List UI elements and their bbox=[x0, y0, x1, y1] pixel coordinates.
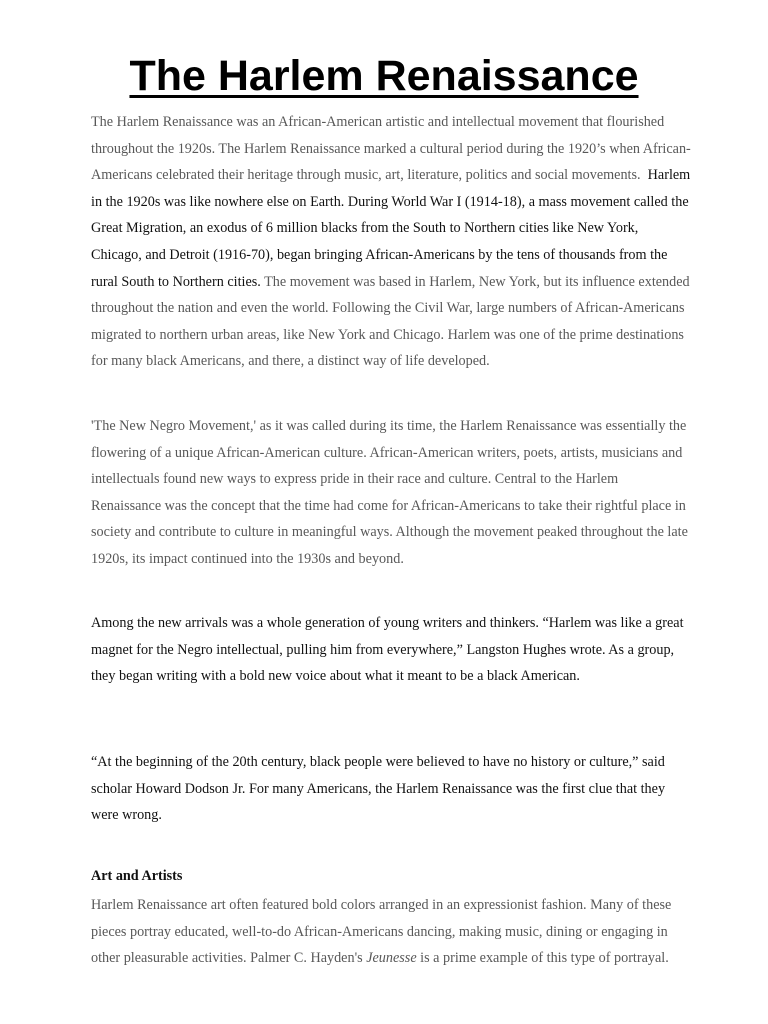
paragraph-intro-part1: The Harlem Renaissance was an African-American artistic and intellectual movement that flourished throughout the 1920s. The Harlem Renaissance marked a cultural period during the 1920’s when African-Americans celebrated their heritage through music, art, literature, politics and social movements. bbox=[91, 114, 691, 184]
paragraph-new-negro-movement: 'The New Negro Movement,' as it was called during its time, the Harlem Renaissance was essentially the flowering of a unique African-American culture. African-American writers, poets, artists, musicians and intellectuals found new ways to express pride in their race and culture. Central to the Harlem Renaissance was the concept that the time had come for African-Americans to take their rightful place in society and contribute to culture in meaningful ways. Although the movement peaked throughout the late 1920s, its impact continued into the 1930s and beyond. bbox=[91, 418, 688, 567]
paragraph-dodson-quote: “At the beginning of the 20th century, black people were believed to have no history or culture,” said scholar Howard Dodson Jr. For many Americans, the Harlem Renaissance was the first clue that they were wrong. bbox=[91, 754, 666, 824]
page-title bbox=[0, 48, 768, 104]
paragraph-art bbox=[91, 892, 691, 972]
paragraph-new-arrivals: Among the new arrivals was a whole generation of young writers and thinkers. “Harlem was like a great magnet for the Negro intellectual, pulling him from everywhere,” Langston Hughes wrote. As a group, they began writing with a bold new voice about what it meant to be a black American. bbox=[91, 615, 684, 685]
paragraph-art-part1: Harlem Renaissance art often featured bold colors arranged in an expressionist fashion. Many of these pieces portray educated, well-to-do African-Americans dancing, making music, dining or engaging in other pleasurable activities. Palmer C. Hayden's bbox=[91, 897, 672, 967]
paragraph-intro-part2: Harlem in the 1920s was like nowhere else on Earth. During World War I (1914-18), a mass movement called the Great Migration, an exodus of 6 million blacks from the South to Northern cities like New York, Chicago, and Detroit (1916-70), began bringing African-Americans by the tens of thousands from the rural South to Northern cities. bbox=[91, 167, 691, 290]
paragraph-intro-part3: The movement was based in Harlem, New York, but its influence extended throughout the nation and even the world. Following the Civil War, large numbers of African-Americans migrated to northern urban areas, like New York and Chicago. Harlem was one of the prime destinations for many black Americans, and there, a distinct way of life developed. bbox=[91, 273, 690, 370]
paragraph-art-italic: Jeunesse bbox=[366, 950, 417, 967]
page-title-text: The Harlem Renaissance bbox=[129, 52, 639, 100]
paragraph-art-part2: is a prime example of this type of portrayal. bbox=[416, 950, 669, 967]
section-heading-art-and-artists: Art and Artists bbox=[91, 868, 183, 884]
paragraph-intro bbox=[91, 109, 691, 375]
